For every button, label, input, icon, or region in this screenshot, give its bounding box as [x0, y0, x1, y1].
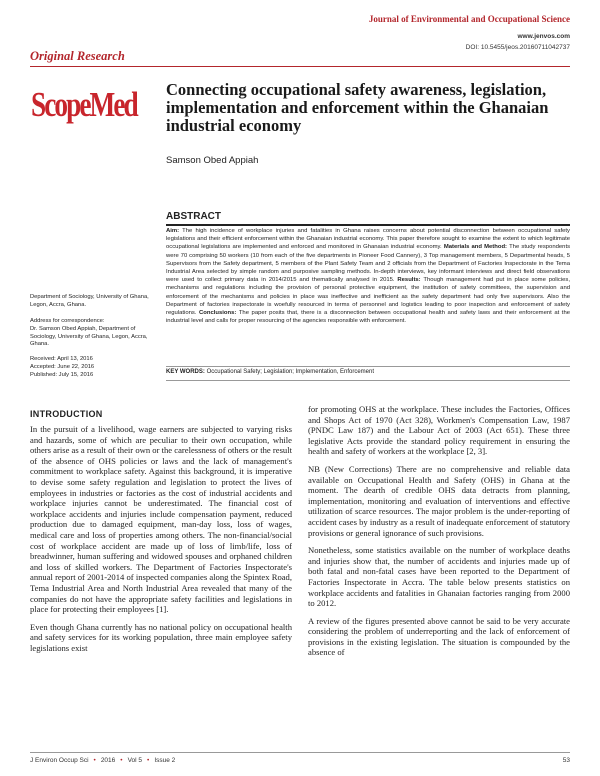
abstract-body [166, 227, 570, 325]
keywords-divider-top [166, 366, 570, 367]
footer-journal: J Environ Occup Sci [30, 757, 89, 764]
footer-issue: Issue 2 [154, 757, 176, 764]
doi: DOI: 10.5455/jeos.20160711042737 [465, 44, 570, 51]
conclusions-text: The paper posits that, there is a disconnection between occupational health and safety laws and their enforcement at the industrial level and calls for proper resourcing of the agencies responsible with enforcement. [166, 310, 570, 325]
keywords-text: Occupational Safety; Legislation; Implementation, Enforcement [206, 369, 375, 375]
footer-citation: J Environ Occup Sci • 2016 • Vol 5 • Issue 2 [30, 757, 176, 764]
results-label: Results: [397, 277, 421, 284]
footer-year: 2016 [100, 757, 116, 764]
section-heading-introduction: INTRODUCTION [30, 409, 103, 419]
keywords-divider-bottom [166, 380, 570, 381]
abstract-heading: ABSTRACT [166, 211, 221, 222]
body-column-right [308, 404, 570, 665]
correspondence-label: Address for correspondence: [30, 318, 105, 324]
body-column-left [30, 424, 292, 660]
publisher-logo: ScopeMed [31, 85, 137, 124]
methods-text: The study respondents were 70 comprising 50 workers (10 from each of the five departments in Pioneer Food Cannery), 3 Top management members, 5 Departmental heads, 5 Supervisors from the Safety department, 5 members of the Plant Safety Team and 2 officials from the Department of Factories Inspectorate in the Tema Industrial Area selected by simple random and purposive sampling methods. In-depth interviews, key informant interviews and direct field observations were used to collect primary data in 2014/2015 and thematically analysed in 2015. [166, 244, 571, 284]
aim-label: Aim: [166, 228, 180, 234]
paragraph: for promoting OHS at the workplace. These includes the Factories, Offices and Shops Act of 1970 (Act 328), Workmen's Compensation Law, 1987 (PNDC Law 187) and the Labour Act of 2003 (Act 651). These three legislative Acts provide the standard policy requirement in ensuring the health and safety of workers at the workplace [2, 3]. [308, 404, 570, 457]
header-divider [30, 66, 570, 67]
affiliation: Department of Sociology, University of Ghana, Legon, Accra, Ghana. [30, 294, 149, 308]
keywords-line [166, 369, 374, 375]
footer-divider [30, 752, 570, 753]
abstract-divider [166, 224, 570, 226]
journal-name: Journal of Environmental and Occupational Science [368, 14, 570, 24]
accepted-date: Accepted: June 22, 2016 [30, 364, 95, 370]
aim-text: The high incidence of workplace injuries and fatalities in Ghana raises concerns about potential disconnection between occupational safety legislations and their efficient enforcement within the Ghanaian industrial economy. This paper therefore sought to examine the extent to which legitimate occupational legislations are implemented and enforced and monitored in Ghanaian industrial economy. [166, 228, 570, 251]
paragraph: Nonetheless, some statistics available on the number of workplace deaths and injuries show that, the number of accidents and injuries made up of both fatal and non-fatal cases have been reported to the Department of Factories Inspectorate in Accra. The table below presents statistics on workplace accidents and fatalities in Ghanaian factories ranging from 2000 to 2012. [308, 545, 570, 609]
correspondence-address: Dr. Samson Obed Appiah, Department of Sociology, University of Ghana, Legon, Accra, Ghana. [30, 326, 148, 348]
article-type: Original Research [30, 49, 125, 63]
received-date: Received: April 13, 2016 [30, 356, 93, 362]
paragraph: In the pursuit of a livelihood, wage earners are subjected to varying risks and hazards, some of which are peculiar to their own occupation, while others arise as a result of their own or the carelessness of others or the result of the absence of OHS policies or laws and the lack of management's commitment to workplace safety. Against this background, it is imperative to devise some safety regulation and legislation to protect the lives of employees in industries or factories as the cost of industrial accidents and workplace injuries cannot be underestimated. The financial cost of workplace accidents and injuries include compensation payment, reduced production due to damaged equipment, man-day loss, loss of wages, medical care and loss of properties among others. The non-financial/social cost of workplace accident are made up of loss of limb/life, loss of breadwinner, human suffering and widowed spouses and orphaned children and loss of skilled workers. The Department of Factories Inspectorate's annual report of 2001-2014 of inspected companies along the Spintex Road, Tema Industrial Area and North Industrial Area revealed that many of the companies do not have the appropriate safety facilities and legislations in place for protecting their employees [1]. [30, 424, 292, 615]
journal-website: www.jenvos.com [517, 33, 570, 40]
page-number: 53 [562, 757, 570, 764]
author-name: Samson Obed Appiah [166, 155, 259, 166]
keywords-label: KEY WORDS: [166, 369, 205, 375]
footer-volume: Vol 5 [127, 757, 143, 764]
paragraph: Even though Ghana currently has no national policy on occupational health and safety services for its working population, three main employee safety legislations exist [30, 621, 292, 653]
article-title: Connecting occupational safety awareness, legislation, implementation and enforcement within the Ghanaian industrial economy [166, 80, 549, 135]
results-text: Though management had put in place some policies, mechanisms and regulations including the provision of personal protective equipment, the institution of safety committees, the supervision and enforcement of the mechanisms and policies in place was ineffective and inefficient as the safety department had only five supervisors. Also the Department of factories inspectorate is woefully resourced in terms of personnel and logistics leading to poor inspection and enforcement of safety regulations. [166, 277, 570, 317]
published-date: Published: July 15, 2016 [30, 372, 94, 378]
methods-label: Materials and Method: [443, 244, 508, 251]
paragraph: A review of the figures presented above cannot be said to be very accurate considering the problem of underreporting and the lack of enforcement of provisions in the existing legislation. The situation is compounded by the absence of [308, 615, 570, 658]
paragraph: NB (New Corrections) There are no comprehensive and reliable data available on Occupational Health and Safety (OHS) in Ghana at the moment. The dearth of credible OHS data detracts from planning, implementation, monitoring and evaluation of interventions and effective utilization of scarce resources. The major problem is the under-reporting of accident cases by industry as a result of inadequate enforcement of statutory provisions or general ignorance of such provisions. [308, 463, 570, 538]
conclusions-label: Conclusions: [199, 310, 237, 317]
